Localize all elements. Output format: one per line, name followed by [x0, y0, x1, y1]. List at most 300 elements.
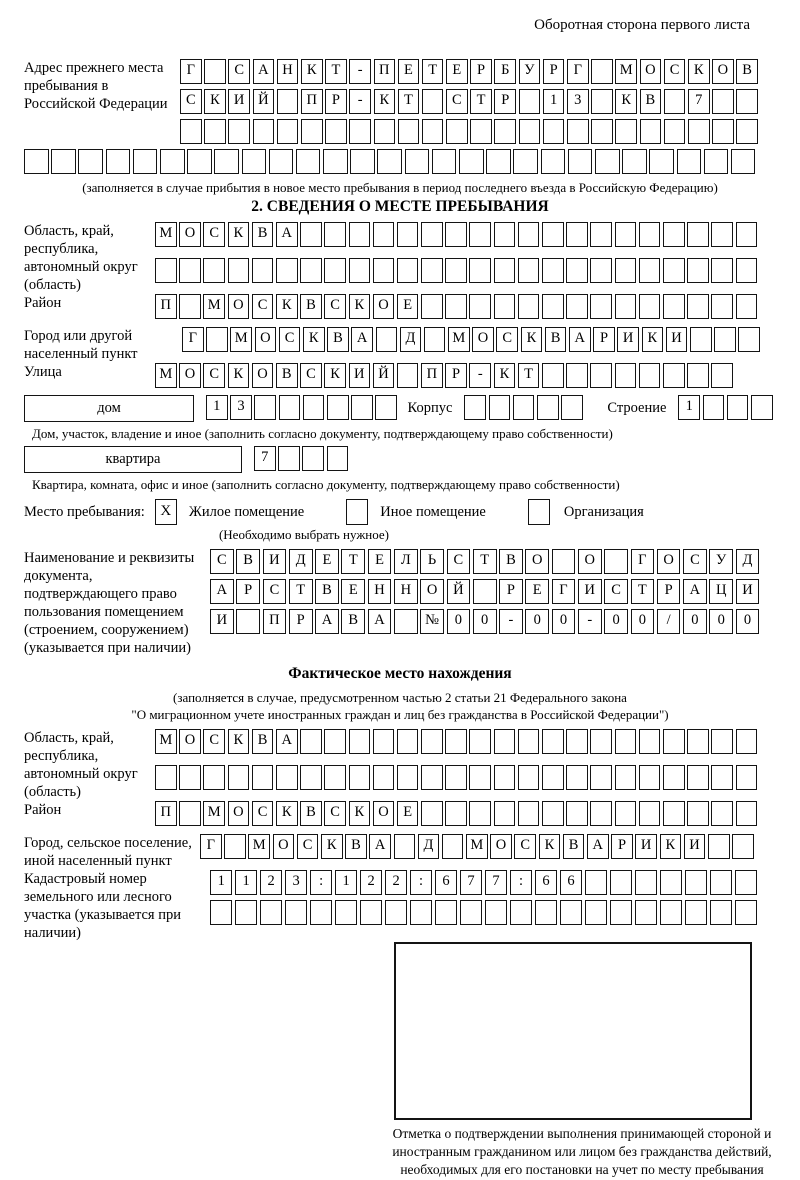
- char-box[interactable]: М: [230, 327, 252, 352]
- char-box[interactable]: [615, 119, 637, 144]
- char-box[interactable]: О: [472, 327, 494, 352]
- char-box[interactable]: [445, 222, 467, 247]
- char-box[interactable]: [595, 149, 620, 174]
- char-box[interactable]: С: [263, 579, 287, 604]
- char-box[interactable]: 7: [485, 870, 507, 895]
- char-box[interactable]: [727, 395, 749, 420]
- char-box[interactable]: В: [640, 89, 662, 114]
- char-box[interactable]: [560, 900, 582, 925]
- char-box[interactable]: [687, 765, 709, 790]
- char-box[interactable]: [585, 870, 607, 895]
- char-box[interactable]: [663, 729, 685, 754]
- char-box[interactable]: Г: [631, 549, 655, 574]
- char-box[interactable]: С: [203, 222, 225, 247]
- char-box[interactable]: [566, 729, 588, 754]
- char-box[interactable]: [469, 801, 491, 826]
- char-box[interactable]: 2: [260, 870, 282, 895]
- char-box[interactable]: [300, 222, 322, 247]
- char-box[interactable]: 2: [385, 870, 407, 895]
- char-box[interactable]: П: [155, 801, 177, 826]
- char-box[interactable]: [349, 729, 371, 754]
- char-box[interactable]: [736, 729, 758, 754]
- char-box[interactable]: [615, 294, 637, 319]
- char-box[interactable]: В: [300, 801, 322, 826]
- char-box[interactable]: [552, 549, 576, 574]
- char-box[interactable]: [445, 765, 467, 790]
- char-box[interactable]: М: [615, 59, 637, 84]
- char-box[interactable]: [469, 258, 491, 283]
- char-box[interactable]: А: [315, 609, 339, 634]
- char-box[interactable]: Г: [552, 579, 576, 604]
- char-box[interactable]: [373, 765, 395, 790]
- char-box[interactable]: [445, 801, 467, 826]
- char-box[interactable]: С: [446, 89, 468, 114]
- char-box[interactable]: П: [301, 89, 323, 114]
- char-box[interactable]: [639, 801, 661, 826]
- char-box[interactable]: Е: [525, 579, 549, 604]
- char-box[interactable]: Т: [289, 579, 313, 604]
- char-box[interactable]: Р: [470, 59, 492, 84]
- char-box[interactable]: -: [349, 89, 371, 114]
- char-box[interactable]: Г: [182, 327, 204, 352]
- char-box[interactable]: [736, 119, 758, 144]
- char-box[interactable]: [350, 149, 375, 174]
- char-box[interactable]: [513, 395, 535, 420]
- char-box[interactable]: [687, 729, 709, 754]
- char-box[interactable]: [687, 294, 709, 319]
- char-box[interactable]: [664, 89, 686, 114]
- char-box[interactable]: [214, 149, 239, 174]
- char-box[interactable]: О: [657, 549, 681, 574]
- char-box[interactable]: [269, 149, 294, 174]
- char-box[interactable]: [711, 258, 733, 283]
- char-box[interactable]: В: [345, 834, 367, 859]
- char-box[interactable]: А: [683, 579, 707, 604]
- char-box[interactable]: Г: [180, 59, 202, 84]
- char-box[interactable]: -: [469, 363, 491, 388]
- char-box[interactable]: [590, 222, 612, 247]
- char-box[interactable]: М: [155, 363, 177, 388]
- char-box[interactable]: [640, 119, 662, 144]
- char-box[interactable]: [422, 119, 444, 144]
- char-box[interactable]: Е: [341, 579, 365, 604]
- char-box[interactable]: :: [310, 870, 332, 895]
- char-box[interactable]: [677, 149, 702, 174]
- char-box[interactable]: [360, 900, 382, 925]
- char-box[interactable]: А: [369, 834, 391, 859]
- char-box[interactable]: [397, 222, 419, 247]
- char-box[interactable]: М: [466, 834, 488, 859]
- char-box[interactable]: К: [642, 327, 664, 352]
- char-box[interactable]: О: [373, 294, 395, 319]
- char-box[interactable]: [639, 258, 661, 283]
- char-box[interactable]: [541, 149, 566, 174]
- char-box[interactable]: [252, 258, 274, 283]
- char-box[interactable]: О: [712, 59, 734, 84]
- char-box[interactable]: [373, 222, 395, 247]
- char-box[interactable]: Й: [253, 89, 275, 114]
- char-box[interactable]: [712, 89, 734, 114]
- char-box[interactable]: 6: [435, 870, 457, 895]
- char-box[interactable]: [690, 327, 712, 352]
- char-box[interactable]: П: [263, 609, 287, 634]
- char-box[interactable]: [615, 801, 637, 826]
- char-box[interactable]: [179, 801, 201, 826]
- char-box[interactable]: 0: [709, 609, 733, 634]
- char-box[interactable]: [180, 119, 202, 144]
- char-box[interactable]: Е: [398, 59, 420, 84]
- char-box[interactable]: К: [204, 89, 226, 114]
- char-box[interactable]: [663, 801, 685, 826]
- apartment-field-label-box[interactable]: квартира: [24, 446, 242, 473]
- char-box[interactable]: [542, 258, 564, 283]
- char-box[interactable]: А: [569, 327, 591, 352]
- char-box[interactable]: [494, 222, 516, 247]
- char-box[interactable]: 0: [736, 609, 760, 634]
- char-box[interactable]: С: [279, 327, 301, 352]
- char-box[interactable]: [278, 446, 300, 471]
- char-box[interactable]: [385, 900, 407, 925]
- char-box[interactable]: М: [448, 327, 470, 352]
- char-box[interactable]: [687, 222, 709, 247]
- char-box[interactable]: [203, 258, 225, 283]
- char-box[interactable]: [421, 294, 443, 319]
- char-box[interactable]: [228, 765, 250, 790]
- char-box[interactable]: [422, 89, 444, 114]
- char-box[interactable]: [542, 294, 564, 319]
- char-box[interactable]: [228, 258, 250, 283]
- char-box[interactable]: [424, 327, 446, 352]
- char-box[interactable]: И: [263, 549, 287, 574]
- char-box[interactable]: [486, 149, 511, 174]
- char-box[interactable]: [585, 900, 607, 925]
- char-box[interactable]: М: [155, 222, 177, 247]
- char-box[interactable]: Р: [236, 579, 260, 604]
- char-box[interactable]: [300, 729, 322, 754]
- char-box[interactable]: [566, 363, 588, 388]
- char-box[interactable]: П: [421, 363, 443, 388]
- char-box[interactable]: [566, 258, 588, 283]
- char-box[interactable]: А: [587, 834, 609, 859]
- char-box[interactable]: [687, 258, 709, 283]
- char-box[interactable]: К: [276, 294, 298, 319]
- char-box[interactable]: С: [683, 549, 707, 574]
- char-box[interactable]: К: [374, 89, 396, 114]
- char-box[interactable]: 1: [543, 89, 565, 114]
- char-box[interactable]: [494, 729, 516, 754]
- char-box[interactable]: [394, 834, 416, 859]
- char-box[interactable]: [615, 222, 637, 247]
- char-box[interactable]: К: [301, 59, 323, 84]
- char-box[interactable]: [615, 363, 637, 388]
- char-box[interactable]: П: [155, 294, 177, 319]
- char-box[interactable]: Т: [325, 59, 347, 84]
- char-box[interactable]: Р: [657, 579, 681, 604]
- char-box[interactable]: [639, 363, 661, 388]
- char-box[interactable]: [687, 801, 709, 826]
- char-box[interactable]: Н: [394, 579, 418, 604]
- char-box[interactable]: -: [349, 59, 371, 84]
- char-box[interactable]: [711, 729, 733, 754]
- char-box[interactable]: У: [519, 59, 541, 84]
- char-box[interactable]: [179, 294, 201, 319]
- char-box[interactable]: 1: [678, 395, 700, 420]
- char-box[interactable]: Т: [631, 579, 655, 604]
- char-box[interactable]: С: [514, 834, 536, 859]
- char-box[interactable]: [639, 765, 661, 790]
- char-box[interactable]: О: [525, 549, 549, 574]
- char-box[interactable]: [708, 834, 730, 859]
- char-box[interactable]: [410, 900, 432, 925]
- char-box[interactable]: [236, 609, 260, 634]
- char-box[interactable]: О: [252, 363, 274, 388]
- char-box[interactable]: С: [203, 363, 225, 388]
- char-box[interactable]: [210, 900, 232, 925]
- char-box[interactable]: К: [521, 327, 543, 352]
- char-box[interactable]: [459, 149, 484, 174]
- char-box[interactable]: В: [236, 549, 260, 574]
- char-box[interactable]: [394, 609, 418, 634]
- char-box[interactable]: [432, 149, 457, 174]
- char-box[interactable]: [685, 900, 707, 925]
- char-box[interactable]: В: [252, 729, 274, 754]
- char-box[interactable]: 1: [235, 870, 257, 895]
- char-box[interactable]: 6: [560, 870, 582, 895]
- char-box[interactable]: Е: [397, 294, 419, 319]
- char-box[interactable]: Г: [200, 834, 222, 859]
- char-box[interactable]: [604, 549, 628, 574]
- char-box[interactable]: Р: [593, 327, 615, 352]
- char-box[interactable]: А: [253, 59, 275, 84]
- char-box[interactable]: 0: [552, 609, 576, 634]
- char-box[interactable]: О: [578, 549, 602, 574]
- char-box[interactable]: Й: [447, 579, 471, 604]
- char-box[interactable]: 0: [631, 609, 655, 634]
- char-box[interactable]: [327, 446, 349, 471]
- char-box[interactable]: [663, 258, 685, 283]
- char-box[interactable]: Т: [518, 363, 540, 388]
- char-box[interactable]: /: [657, 609, 681, 634]
- char-box[interactable]: 1: [210, 870, 232, 895]
- char-box[interactable]: [731, 149, 756, 174]
- char-box[interactable]: [566, 765, 588, 790]
- char-box[interactable]: С: [297, 834, 319, 859]
- char-box[interactable]: О: [373, 801, 395, 826]
- char-box[interactable]: И: [736, 579, 760, 604]
- char-box[interactable]: В: [276, 363, 298, 388]
- char-box[interactable]: [639, 222, 661, 247]
- char-box[interactable]: О: [420, 579, 444, 604]
- char-box[interactable]: О: [640, 59, 662, 84]
- checkbox-other-premises[interactable]: [346, 499, 368, 525]
- char-box[interactable]: [736, 89, 758, 114]
- char-box[interactable]: К: [228, 729, 250, 754]
- char-box[interactable]: К: [539, 834, 561, 859]
- char-box[interactable]: [300, 765, 322, 790]
- char-box[interactable]: С: [252, 294, 274, 319]
- char-box[interactable]: [736, 294, 758, 319]
- char-box[interactable]: С: [210, 549, 234, 574]
- char-box[interactable]: И: [349, 363, 371, 388]
- char-box[interactable]: [397, 729, 419, 754]
- char-box[interactable]: [351, 395, 373, 420]
- char-box[interactable]: [349, 258, 371, 283]
- char-box[interactable]: Т: [398, 89, 420, 114]
- char-box[interactable]: М: [203, 801, 225, 826]
- char-box[interactable]: [590, 765, 612, 790]
- char-box[interactable]: [397, 363, 419, 388]
- char-box[interactable]: [445, 258, 467, 283]
- char-box[interactable]: [519, 119, 541, 144]
- char-box[interactable]: [639, 294, 661, 319]
- char-box[interactable]: [421, 729, 443, 754]
- char-box[interactable]: Р: [543, 59, 565, 84]
- char-box[interactable]: [518, 729, 540, 754]
- char-box[interactable]: [435, 900, 457, 925]
- char-box[interactable]: Г: [567, 59, 589, 84]
- char-box[interactable]: [442, 834, 464, 859]
- char-box[interactable]: И: [228, 89, 250, 114]
- char-box[interactable]: [639, 729, 661, 754]
- char-box[interactable]: Д: [736, 549, 760, 574]
- char-box[interactable]: [277, 89, 299, 114]
- char-box[interactable]: В: [341, 609, 365, 634]
- char-box[interactable]: А: [276, 729, 298, 754]
- char-box[interactable]: [327, 395, 349, 420]
- char-box[interactable]: [542, 801, 564, 826]
- char-box[interactable]: В: [736, 59, 758, 84]
- char-box[interactable]: [296, 149, 321, 174]
- char-box[interactable]: 7: [688, 89, 710, 114]
- char-box[interactable]: [590, 729, 612, 754]
- char-box[interactable]: А: [276, 222, 298, 247]
- char-box[interactable]: [660, 870, 682, 895]
- char-box[interactable]: Д: [400, 327, 422, 352]
- char-box[interactable]: [703, 395, 725, 420]
- char-box[interactable]: [494, 119, 516, 144]
- char-box[interactable]: [473, 579, 497, 604]
- char-box[interactable]: С: [447, 549, 471, 574]
- char-box[interactable]: [518, 258, 540, 283]
- char-box[interactable]: [485, 900, 507, 925]
- char-box[interactable]: К: [615, 89, 637, 114]
- char-box[interactable]: [464, 395, 486, 420]
- char-box[interactable]: [591, 89, 613, 114]
- char-box[interactable]: И: [578, 579, 602, 604]
- char-box[interactable]: В: [252, 222, 274, 247]
- char-box[interactable]: [519, 89, 541, 114]
- char-box[interactable]: 6: [535, 870, 557, 895]
- char-box[interactable]: [590, 801, 612, 826]
- char-box[interactable]: 0: [683, 609, 707, 634]
- checkbox-residential[interactable]: X: [155, 499, 177, 525]
- char-box[interactable]: [542, 222, 564, 247]
- char-box[interactable]: [324, 729, 346, 754]
- char-box[interactable]: [397, 258, 419, 283]
- char-box[interactable]: [303, 395, 325, 420]
- char-box[interactable]: С: [496, 327, 518, 352]
- char-box[interactable]: [489, 395, 511, 420]
- char-box[interactable]: В: [300, 294, 322, 319]
- char-box[interactable]: [24, 149, 49, 174]
- char-box[interactable]: [376, 327, 398, 352]
- char-box[interactable]: [324, 258, 346, 283]
- char-box[interactable]: [710, 900, 732, 925]
- char-box[interactable]: Е: [397, 801, 419, 826]
- house-field-label-box[interactable]: дом: [24, 395, 194, 422]
- char-box[interactable]: [335, 900, 357, 925]
- char-box[interactable]: К: [276, 801, 298, 826]
- char-box[interactable]: К: [349, 294, 371, 319]
- char-box[interactable]: [710, 870, 732, 895]
- char-box[interactable]: [566, 222, 588, 247]
- char-box[interactable]: [687, 363, 709, 388]
- char-box[interactable]: [254, 395, 276, 420]
- char-box[interactable]: И: [684, 834, 706, 859]
- char-box[interactable]: [301, 119, 323, 144]
- char-box[interactable]: О: [490, 834, 512, 859]
- char-box[interactable]: А: [368, 609, 392, 634]
- char-box[interactable]: В: [499, 549, 523, 574]
- char-box[interactable]: [736, 222, 758, 247]
- char-box[interactable]: С: [324, 294, 346, 319]
- char-box[interactable]: 0: [447, 609, 471, 634]
- char-box[interactable]: [179, 258, 201, 283]
- char-box[interactable]: №: [420, 609, 444, 634]
- char-box[interactable]: [349, 765, 371, 790]
- char-box[interactable]: :: [510, 870, 532, 895]
- char-box[interactable]: [649, 149, 674, 174]
- char-box[interactable]: [518, 765, 540, 790]
- char-box[interactable]: [663, 222, 685, 247]
- char-box[interactable]: [711, 801, 733, 826]
- char-box[interactable]: [494, 258, 516, 283]
- char-box[interactable]: С: [252, 801, 274, 826]
- char-box[interactable]: С: [604, 579, 628, 604]
- char-box[interactable]: В: [563, 834, 585, 859]
- char-box[interactable]: [78, 149, 103, 174]
- char-box[interactable]: [203, 765, 225, 790]
- char-box[interactable]: -: [499, 609, 523, 634]
- char-box[interactable]: [421, 765, 443, 790]
- char-box[interactable]: [735, 870, 757, 895]
- char-box[interactable]: [460, 900, 482, 925]
- char-box[interactable]: К: [349, 801, 371, 826]
- char-box[interactable]: И: [617, 327, 639, 352]
- char-box[interactable]: [206, 327, 228, 352]
- char-box[interactable]: Т: [422, 59, 444, 84]
- char-box[interactable]: [405, 149, 430, 174]
- char-box[interactable]: [738, 327, 760, 352]
- char-box[interactable]: [279, 395, 301, 420]
- char-box[interactable]: Н: [277, 59, 299, 84]
- char-box[interactable]: П: [374, 59, 396, 84]
- char-box[interactable]: [253, 119, 275, 144]
- char-box[interactable]: [543, 119, 565, 144]
- char-box[interactable]: [610, 870, 632, 895]
- char-box[interactable]: [469, 294, 491, 319]
- char-box[interactable]: [712, 119, 734, 144]
- char-box[interactable]: К: [228, 363, 250, 388]
- char-box[interactable]: 1: [335, 870, 357, 895]
- char-box[interactable]: [373, 729, 395, 754]
- char-box[interactable]: [537, 395, 559, 420]
- char-box[interactable]: Д: [289, 549, 313, 574]
- char-box[interactable]: [615, 765, 637, 790]
- char-box[interactable]: С: [180, 89, 202, 114]
- char-box[interactable]: А: [210, 579, 234, 604]
- char-box[interactable]: [179, 765, 201, 790]
